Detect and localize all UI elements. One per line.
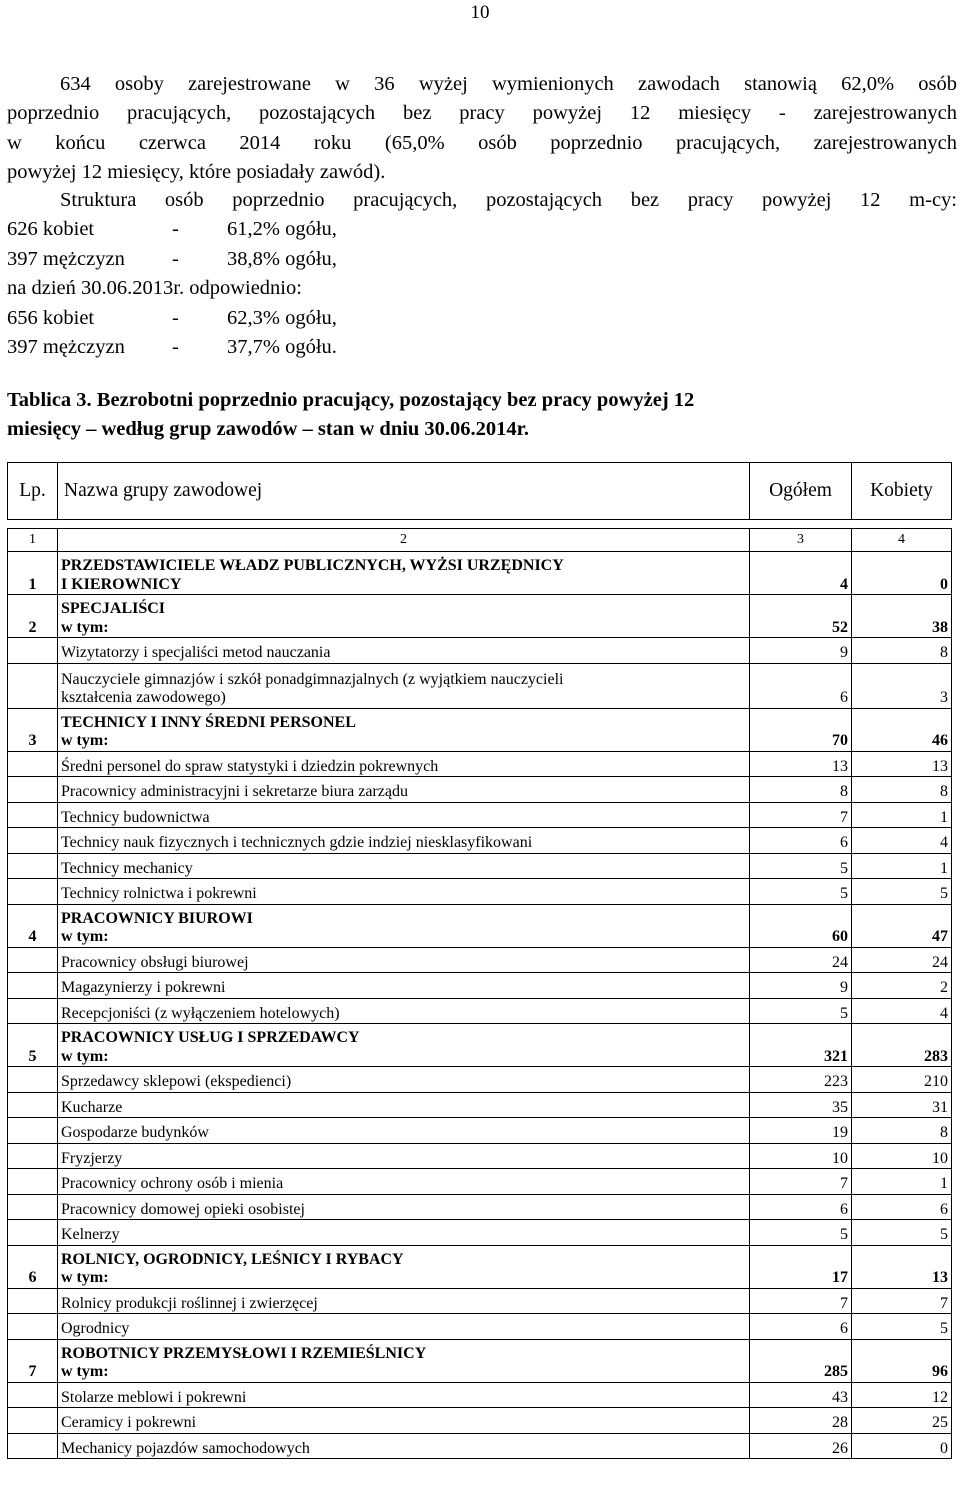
row-lp: 6 — [8, 1245, 58, 1288]
table-row — [8, 879, 952, 905]
row-women: 10 — [852, 1143, 952, 1169]
row-name-line: Pracownicy domowej opieki osobistej — [61, 1200, 305, 1218]
table-row — [8, 1288, 952, 1314]
row-total: 4 — [750, 552, 852, 595]
row-women: 0 — [852, 1433, 952, 1459]
row-women: 5 — [852, 879, 952, 905]
table-row — [8, 1169, 952, 1195]
row-name-line: Mechanicy pojazdów samochodowych — [61, 1439, 310, 1457]
row-name — [58, 708, 750, 751]
table-row — [8, 828, 952, 854]
table-row — [8, 1220, 952, 1246]
row-name — [58, 1220, 750, 1246]
row-total: 6 — [750, 1314, 852, 1340]
stat-dash: - — [172, 218, 179, 240]
row-name — [58, 853, 750, 879]
table-row — [8, 1382, 952, 1408]
row-lp — [8, 1067, 58, 1093]
paragraph-line: 634 osoby zarejestrowane w 36 wyżej wymienionych zawodach stanowią 62,0% osób — [60, 73, 957, 95]
table-row — [8, 1314, 952, 1340]
row-lp: 2 — [8, 595, 58, 638]
row-total: 6 — [750, 663, 852, 708]
row-total: 5 — [750, 998, 852, 1024]
header-total: Ogółem — [750, 463, 852, 520]
row-lp: 7 — [8, 1339, 58, 1382]
row-name-line: Magazynierzy i pokrewni — [61, 979, 226, 996]
row-women: 5 — [852, 1220, 952, 1246]
row-name-line: w tym: — [61, 1047, 109, 1065]
row-total: 35 — [750, 1092, 852, 1118]
table-row — [8, 751, 952, 777]
row-name-line: Kelnerzy — [61, 1226, 120, 1243]
row-total: 13 — [750, 751, 852, 777]
row-lp — [8, 1194, 58, 1220]
header-women: Kobiety — [852, 463, 952, 520]
row-total: 223 — [750, 1067, 852, 1093]
table-spacer — [8, 520, 952, 529]
header-name: Nazwa grupy zawodowej — [58, 463, 750, 520]
row-name-line: Pracownicy administracyjni i sekretarze biura zarządu — [61, 783, 408, 800]
row-name — [58, 1024, 750, 1067]
row-name — [58, 973, 750, 999]
row-total: 321 — [750, 1024, 852, 1067]
row-name — [58, 828, 750, 854]
row-lp — [8, 973, 58, 999]
row-lp — [8, 998, 58, 1024]
row-name-line: w tym: — [61, 928, 109, 945]
row-name — [58, 1245, 750, 1288]
column-number: 3 — [750, 529, 852, 552]
paragraph-line: powyżej 12 miesięcy, które posiadały zawód). — [7, 160, 386, 183]
row-lp — [8, 1288, 58, 1314]
row-name-line: w tym: — [61, 1269, 109, 1286]
row-lp: 4 — [8, 904, 58, 947]
row-lp — [8, 1220, 58, 1246]
table-row — [8, 1067, 952, 1093]
row-women: 4 — [852, 828, 952, 854]
row-women: 3 — [852, 663, 952, 708]
row-name-line: Technicy rolnictwa i pokrewni — [61, 885, 257, 902]
row-total: 52 — [750, 595, 852, 638]
table-category-row — [8, 1024, 952, 1067]
table-header-row — [8, 463, 952, 520]
row-name-line: kształcenia zawodowego) — [61, 689, 226, 706]
row-name-line: Technicy budownictwa — [61, 808, 210, 826]
row-total: 9 — [750, 638, 852, 664]
row-name — [58, 1194, 750, 1220]
row-name-line: Pracownicy obsługi biurowej — [61, 953, 249, 971]
table-category-row — [8, 595, 952, 638]
row-name-line: Rolnicy produkcji roślinnej i zwierzęcej — [61, 1294, 318, 1312]
row-name — [58, 595, 750, 638]
row-name — [58, 1314, 750, 1340]
paragraph-line: poprzednio pracujących, pozostających bez pracy powyżej 12 miesięcy - zarejestrowanych — [7, 102, 957, 125]
row-lp: 5 — [8, 1024, 58, 1067]
stat-label: 656 kobiet — [7, 306, 95, 329]
caption-line: miesięcy – według grup zawodów – stan w dniu 30.06.2014r. — [7, 418, 530, 441]
row-lp — [8, 777, 58, 803]
row-total: 26 — [750, 1433, 852, 1459]
table-row — [8, 1143, 952, 1169]
row-name-line: Recepcjoniści (z wyłączeniem hotelowych) — [61, 1004, 340, 1022]
row-name — [58, 998, 750, 1024]
table-row — [8, 1118, 952, 1144]
row-total: 7 — [750, 1288, 852, 1314]
row-name-line: PRZEDSTAWICIELE WŁADZ PUBLICZNYCH, WYŻSI URZĘDNICY — [61, 557, 564, 574]
row-name-line: Fryzjerzy — [61, 1149, 123, 1167]
row-lp — [8, 879, 58, 905]
row-name-line: Technicy mechanicy — [61, 859, 193, 877]
row-total: 5 — [750, 1220, 852, 1246]
row-total: 5 — [750, 879, 852, 905]
row-name — [58, 552, 750, 595]
row-lp — [8, 1433, 58, 1459]
row-lp — [8, 1143, 58, 1169]
row-lp — [8, 751, 58, 777]
table-row — [8, 1408, 952, 1434]
table-row — [8, 1433, 952, 1459]
table-category-row — [8, 1339, 952, 1382]
row-name-line: Ogrodnicy — [61, 1320, 130, 1337]
table-row — [8, 973, 952, 999]
row-name — [58, 904, 750, 947]
row-women: 7 — [852, 1288, 952, 1314]
row-name — [58, 1433, 750, 1459]
row-women: 1 — [852, 802, 952, 828]
row-name — [58, 1143, 750, 1169]
table-caption — [7, 386, 957, 445]
row-women: 2 — [852, 973, 952, 999]
row-lp — [8, 828, 58, 854]
row-lp — [8, 802, 58, 828]
row-name-line: Średni personel do spraw statystyki i dziedzin pokrewnych — [61, 757, 439, 775]
row-name — [58, 751, 750, 777]
row-women: 1 — [852, 1169, 952, 1195]
row-name — [58, 638, 750, 664]
table-row — [8, 1092, 952, 1118]
structure-heading-text: Struktura osób poprzednio pracujących, pozostających bez pracy powyżej 12 m-cy: — [60, 189, 957, 211]
table-row — [8, 1194, 952, 1220]
table-category-row — [8, 904, 952, 947]
row-lp — [8, 1314, 58, 1340]
stat-label: 397 mężczyzn — [7, 336, 125, 358]
row-lp — [8, 1092, 58, 1118]
column-number: 4 — [852, 529, 952, 552]
row-women: 8 — [852, 777, 952, 803]
row-women: 8 — [852, 638, 952, 664]
row-lp — [8, 1382, 58, 1408]
row-women: 25 — [852, 1408, 952, 1434]
row-name-line: ROBOTNICY PRZEMYSŁOWI I RZEMIEŚLNICY — [61, 1344, 427, 1362]
table-row — [8, 638, 952, 664]
row-name-line: Ceramicy i pokrewni — [61, 1414, 197, 1431]
row-name — [58, 1288, 750, 1314]
row-total: 60 — [750, 904, 852, 947]
row-women: 5 — [852, 1314, 952, 1340]
row-name — [58, 1408, 750, 1434]
row-name-line: Wizytatorzy i specjaliści metod nauczania — [61, 644, 331, 661]
stat-dash: - — [172, 247, 179, 270]
row-name — [58, 663, 750, 708]
stat-label: 626 kobiet — [7, 218, 95, 240]
row-lp — [8, 947, 58, 973]
row-name — [58, 802, 750, 828]
row-total: 24 — [750, 947, 852, 973]
row-lp: 3 — [8, 708, 58, 751]
row-name — [58, 777, 750, 803]
row-name-line: TECHNICY I INNY ŚREDNI PERSONEL — [61, 713, 356, 731]
row-name-line: Gospodarze budynków — [61, 1124, 209, 1141]
row-name — [58, 879, 750, 905]
intro-paragraph — [7, 70, 957, 187]
row-name — [58, 1169, 750, 1195]
row-total: 7 — [750, 1169, 852, 1195]
row-name-line: PRACOWNICY BIUROWI — [61, 909, 253, 927]
row-name-line: Sprzedawcy sklepowi (ekspedienci) — [61, 1073, 292, 1090]
table-row — [8, 998, 952, 1024]
header-lp: Lp. — [8, 463, 58, 520]
row-name-line: ROLNICY, OGRODNICY, LEŚNICY I RYBACY — [61, 1250, 404, 1268]
table-row — [8, 777, 952, 803]
row-name — [58, 1339, 750, 1382]
row-name-line: SPECJALIŚCI — [61, 600, 166, 617]
row-women: 46 — [852, 708, 952, 751]
table-row — [8, 663, 952, 708]
row-women: 24 — [852, 947, 952, 973]
row-women: 210 — [852, 1067, 952, 1093]
row-women: 6 — [852, 1194, 952, 1220]
row-women: 8 — [852, 1118, 952, 1144]
row-name — [58, 1067, 750, 1093]
row-women: 4 — [852, 998, 952, 1024]
row-women: 1 — [852, 853, 952, 879]
stat-label: na dzień 30.06.2013r. odpowiednio: — [7, 277, 302, 299]
row-name-line: w tym: — [61, 1363, 109, 1380]
row-total: 19 — [750, 1118, 852, 1144]
row-lp — [8, 1118, 58, 1144]
row-name-line: w tym: — [61, 732, 109, 749]
row-name-line: Nauczyciele gimnazjów i szkół ponadgimnazjalnych (z wyjątkiem nauczycieli — [61, 670, 564, 688]
row-total: 6 — [750, 1194, 852, 1220]
occupation-table — [7, 462, 952, 1459]
row-women: 0 — [852, 552, 952, 595]
row-name-line: I KIEROWNICY — [61, 575, 182, 593]
row-women: 12 — [852, 1382, 952, 1408]
row-total: 43 — [750, 1382, 852, 1408]
stat-dash: - — [172, 306, 179, 329]
row-total: 9 — [750, 973, 852, 999]
row-name-line: PRACOWNICY USŁUG I SPRZEDAWCY — [61, 1029, 360, 1046]
row-women: 31 — [852, 1092, 952, 1118]
stat-label: 397 mężczyzn — [7, 247, 125, 270]
table-row — [8, 947, 952, 973]
row-name-line: Stolarze meblowi i pokrewni — [61, 1388, 247, 1406]
row-name — [58, 1118, 750, 1144]
table-category-row — [8, 1245, 952, 1288]
stat-value: 61,2% ogółu, — [227, 218, 337, 240]
row-name-line: w tym: — [61, 618, 109, 636]
row-name — [58, 1382, 750, 1408]
row-name-line: Pracownicy ochrony osób i mienia — [61, 1175, 284, 1192]
table-category-row — [8, 708, 952, 751]
row-lp: 1 — [8, 552, 58, 595]
row-name — [58, 947, 750, 973]
row-women: 96 — [852, 1339, 952, 1382]
row-women: 13 — [852, 1245, 952, 1288]
table-category-row — [8, 552, 952, 595]
table-row — [8, 853, 952, 879]
column-number: 2 — [58, 529, 750, 552]
stat-value: 38,8% ogółu, — [227, 247, 337, 270]
stat-dash: - — [172, 336, 179, 358]
stat-value: 62,3% ogółu, — [227, 306, 337, 329]
row-total: 28 — [750, 1408, 852, 1434]
structure-heading — [7, 189, 957, 212]
column-number: 1 — [8, 529, 58, 552]
row-name-line: Kucharze — [61, 1098, 123, 1116]
row-total: 70 — [750, 708, 852, 751]
row-total: 6 — [750, 828, 852, 854]
caption-line: Tablica 3. Bezrobotni poprzednio pracujący, pozostający bez pracy powyżej 12 — [7, 389, 695, 411]
page-number: 10 — [470, 2, 490, 23]
row-women: 47 — [852, 904, 952, 947]
row-lp — [8, 663, 58, 708]
row-total: 10 — [750, 1143, 852, 1169]
row-total: 5 — [750, 853, 852, 879]
row-total: 7 — [750, 802, 852, 828]
row-lp — [8, 1408, 58, 1434]
row-total: 17 — [750, 1245, 852, 1288]
row-name — [58, 1092, 750, 1118]
row-lp — [8, 853, 58, 879]
row-total: 8 — [750, 777, 852, 803]
column-number-row — [8, 529, 952, 552]
row-women: 283 — [852, 1024, 952, 1067]
table-row — [8, 802, 952, 828]
row-total: 285 — [750, 1339, 852, 1382]
row-lp — [8, 1169, 58, 1195]
row-women: 38 — [852, 595, 952, 638]
stat-value: 37,7% ogółu. — [227, 336, 337, 358]
row-name-line: Technicy nauk fizycznych i technicznych gdzie indziej niesklasyfikowani — [61, 834, 533, 851]
paragraph-line: w końcu czerwca 2014 roku (65,0% osób poprzednio pracujących, zarejestrowanych — [7, 131, 957, 154]
row-women: 13 — [852, 751, 952, 777]
row-lp — [8, 638, 58, 664]
